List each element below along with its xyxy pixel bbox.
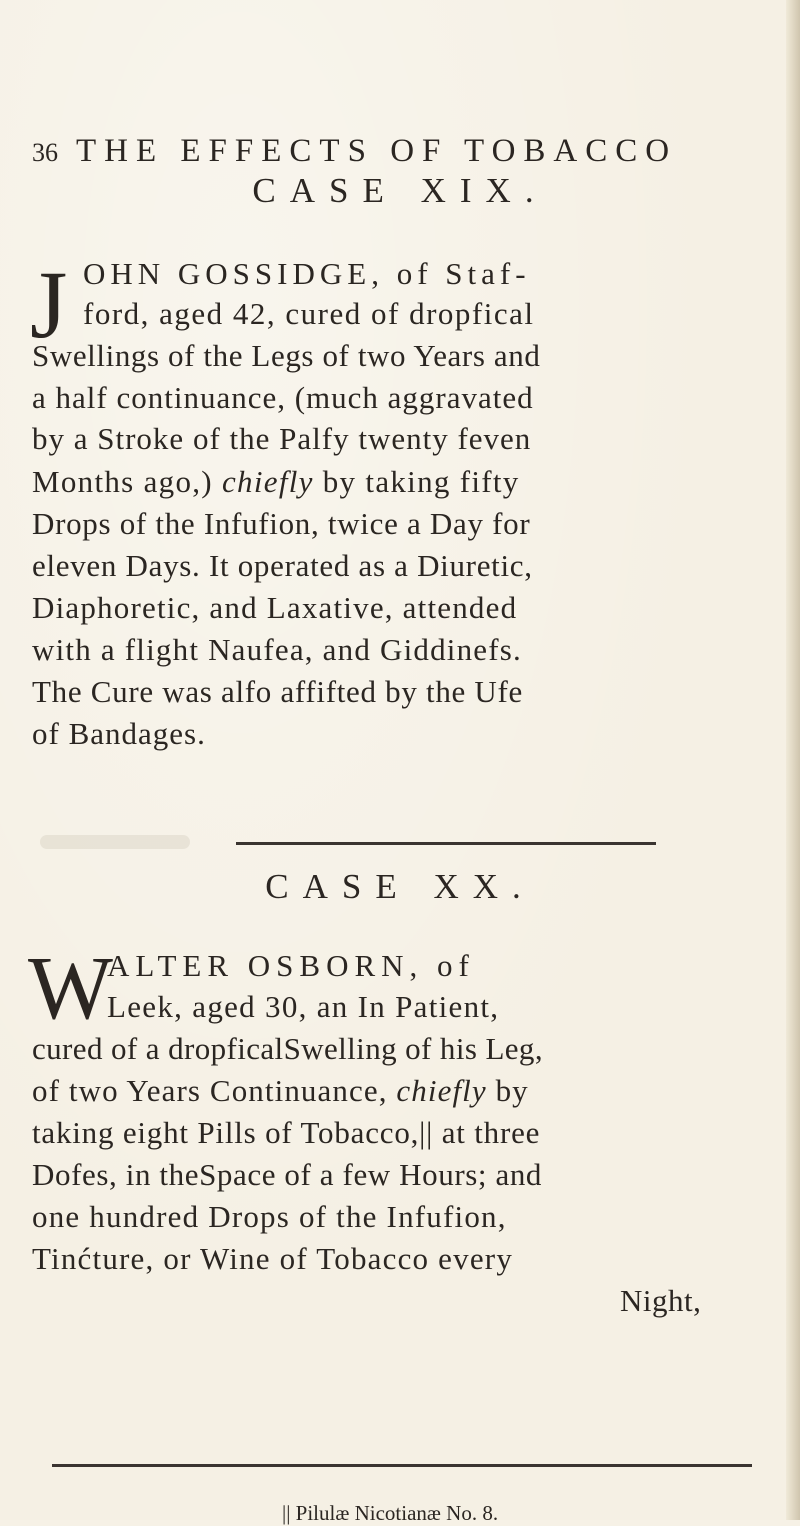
case-xx-heading: CASE XX. xyxy=(265,867,535,906)
case20-line-5: taking eight Pills of Tobacco,|| at three xyxy=(32,1115,541,1150)
drop-cap-w: W xyxy=(28,939,113,1038)
running-head xyxy=(32,133,752,170)
running-head-title: THE EFFECTS OF TOBACCO xyxy=(76,133,678,169)
case19-line-6: Months ago,) chiefly by taking fifty xyxy=(32,464,520,499)
case19-line-8: eleven Days. It operated as a Diuretic, xyxy=(32,548,533,583)
case20-line-3: cured of a dropficalSwelling of his Leg, xyxy=(32,1031,543,1066)
case20-line-6: Dofes, in theSpace of a few Hours; and xyxy=(32,1157,543,1192)
case20-line-9: Night, xyxy=(620,1283,702,1318)
italic-chiefly: chiefly xyxy=(396,1073,487,1108)
case20-line-4: of two Years Continuance, chiefly by xyxy=(32,1073,529,1108)
case19-line-7: Drops of the Infufion, twice a Day for xyxy=(32,506,531,541)
footnote-rule xyxy=(52,1464,752,1467)
case20-line-2: Leek, aged 30, an In Patient, xyxy=(107,989,500,1024)
page-number: 36 xyxy=(32,138,58,167)
footnote: || Pilulæ Nicotianæ No. 8. xyxy=(282,1501,499,1525)
case19-line-5: by a Stroke of the Palfy twenty feven xyxy=(32,421,532,456)
italic-chiefly: chiefly xyxy=(221,464,314,499)
case19-line-4: a half continuance, (much aggravated xyxy=(32,380,534,415)
case19-line-9: Diaphoretic, and Laxative, attended xyxy=(32,590,518,625)
section-divider xyxy=(236,842,656,845)
case-xix-heading: CASE XIX. xyxy=(252,171,548,210)
case19-line-12: of Bandages. xyxy=(32,716,206,751)
page-edge xyxy=(786,0,800,1520)
ink-smudge xyxy=(40,835,190,849)
drop-cap-j: J xyxy=(30,251,68,358)
case20-line-8: Tinćture, or Wine of Tobacco every xyxy=(32,1241,514,1276)
case20-line-1: ALTER OSBORN, of xyxy=(107,948,475,983)
case19-line-1: OHN GOSSIDGE, of Staf- xyxy=(83,256,531,291)
case19-line-2: ford, aged 42, cured of dropfical xyxy=(83,296,535,331)
case19-line-3: Swellings of the Legs of two Years and xyxy=(32,338,541,373)
case19-line-10: with a flight Naufea, and Giddinefs. xyxy=(32,632,522,667)
case19-line-11: The Cure was alfo affifted by the Ufe xyxy=(32,674,524,709)
case20-line-7: one hundred Drops of the Infufion, xyxy=(32,1199,507,1234)
